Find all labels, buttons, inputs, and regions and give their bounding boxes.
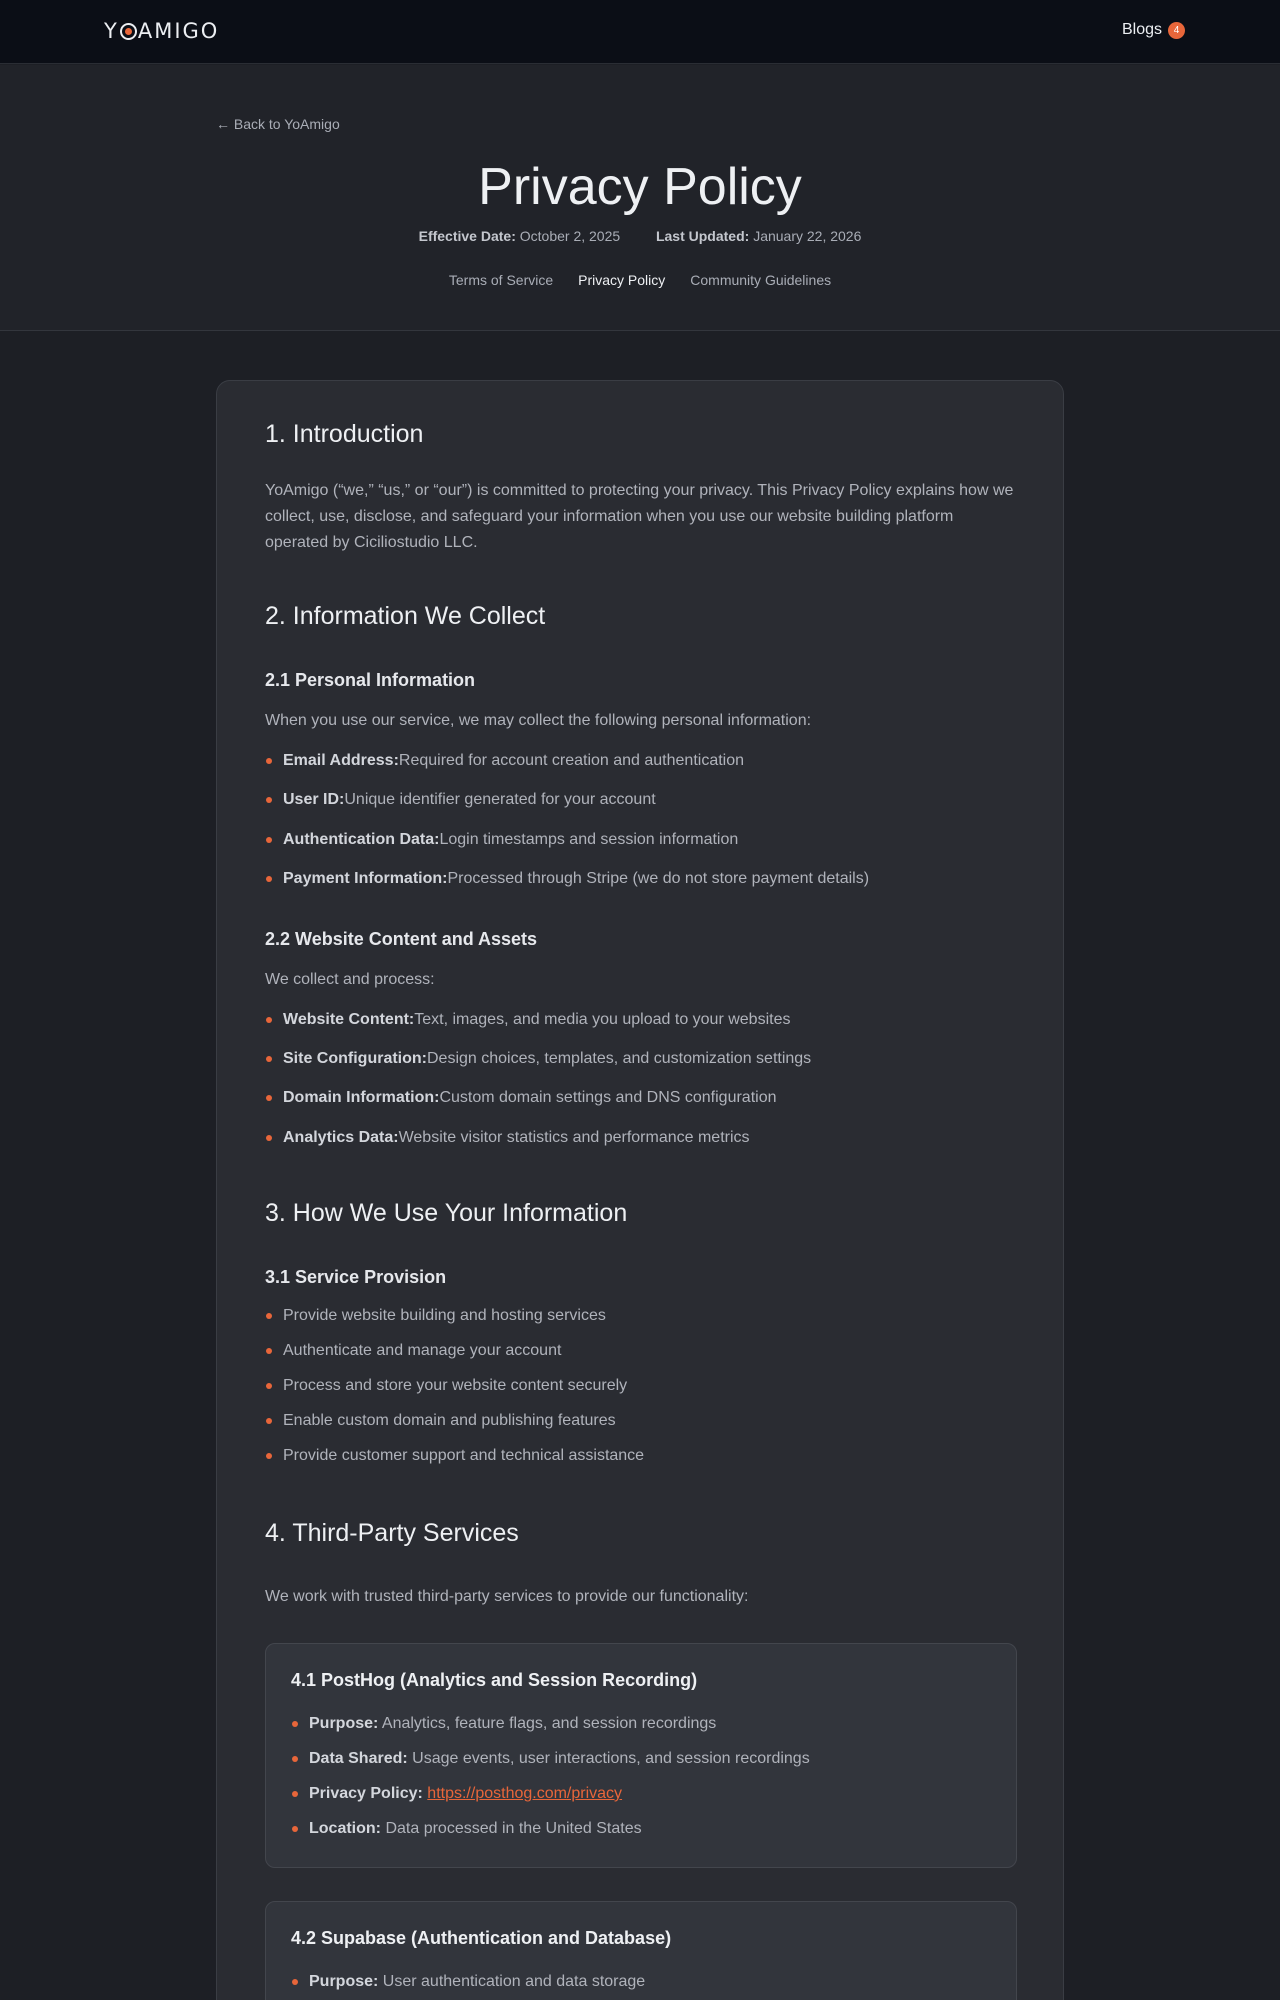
subsection-heading: 2.1 Personal Information xyxy=(265,670,476,690)
logo-text-right: AMIGO xyxy=(137,19,220,43)
list-item: Email Address:Required for account creation and authentication xyxy=(265,752,744,770)
list-item: Location: Data processed in the United States xyxy=(291,1820,642,1838)
section-heading: 4. Third-Party Services xyxy=(265,1519,519,1547)
list-item: Provide website building and hosting services xyxy=(265,1307,606,1325)
list-item: Data Shared: Usage events, user interactions, and session recordings xyxy=(291,1750,810,1768)
nav-privacy-policy[interactable]: Privacy Policy xyxy=(578,272,666,288)
list-item: User ID:Unique identifier generated for your account xyxy=(265,791,656,809)
top-navbar xyxy=(0,0,1280,64)
blogs-count-badge: 4 xyxy=(1168,22,1185,39)
posthog-privacy-link[interactable]: https://posthog.com/privacy xyxy=(427,1785,623,1802)
list-item: Authentication Data:Login timestamps and session information xyxy=(265,831,738,849)
list-item: Privacy Policy: https://posthog.com/privacy xyxy=(291,1785,622,1803)
effective-date-value: October 2, 2025 xyxy=(519,228,621,244)
section-heading: 1. Introduction xyxy=(265,420,424,448)
list-item: Payment Information:Processed through Stripe (we do not store payment details) xyxy=(265,870,869,888)
section-heading: 3. How We Use Your Information xyxy=(265,1199,628,1227)
effective-date-label: Effective Date: xyxy=(418,228,516,244)
logo-o-icon xyxy=(120,23,137,40)
supabase-service-box xyxy=(265,1901,1017,2000)
service-title: 4.1 PostHog (Analytics and Session Recording) xyxy=(291,1670,698,1690)
yoamigo-logo[interactable] xyxy=(104,19,219,43)
policy-dates xyxy=(0,228,1280,244)
last-updated-value: January 22, 2026 xyxy=(753,228,862,244)
policy-content-card xyxy=(216,380,1064,2000)
list-item: Authenticate and manage your account xyxy=(265,1342,561,1360)
intro-paragraph: YoAmigo (“we,” “us,” or “our”) is committed to protecting your privacy. This Privacy Policy explains how we collect, use, disclose, and safeguard your information when you use our website building platform operated by Ciciliostudio LLC. xyxy=(265,482,1014,551)
logo-text-left: Y xyxy=(104,19,119,43)
page-title: Privacy Policy xyxy=(478,158,802,216)
blogs-link[interactable] xyxy=(1122,21,1185,39)
paragraph: When you use our service, we may collect the following personal information: xyxy=(265,712,812,729)
section-heading: 2. Information We Collect xyxy=(265,602,546,630)
list-item: Process and store your website content securely xyxy=(265,1377,627,1395)
list-item: Provide customer support and technical assistance xyxy=(265,1447,644,1465)
blogs-label: Blogs xyxy=(1121,21,1162,38)
back-link[interactable]: ← Back to YoAmigo xyxy=(216,116,340,132)
nav-community-guidelines[interactable]: Community Guidelines xyxy=(690,272,832,288)
list-item: Analytics Data:Website visitor statistics and performance metrics xyxy=(265,1129,750,1147)
nav-terms-of-service[interactable]: Terms of Service xyxy=(448,272,554,288)
paragraph: We collect and process: xyxy=(265,971,435,988)
subsection-heading: 3.1 Service Provision xyxy=(265,1267,447,1287)
list-item: Purpose: User authentication and data storage xyxy=(291,1973,645,1991)
subsection-heading: 2.2 Website Content and Assets xyxy=(265,929,538,949)
legal-nav xyxy=(0,272,1280,288)
posthog-service-box xyxy=(265,1643,1017,1868)
service-title: 4.2 Supabase (Authentication and Database) xyxy=(291,1928,672,1948)
list-item: Domain Information:Custom domain settings and DNS configuration xyxy=(265,1089,777,1107)
list-item: Purpose: Analytics, feature flags, and session recordings xyxy=(291,1715,716,1733)
list-item: Website Content:Text, images, and media you upload to your websites xyxy=(265,1011,790,1029)
list-item: Site Configuration:Design choices, templates, and customization settings xyxy=(265,1050,811,1068)
last-updated-label: Last Updated: xyxy=(655,228,750,244)
paragraph: We work with trusted third-party services to provide our functionality: xyxy=(265,1588,749,1605)
page-hero xyxy=(0,65,1280,331)
list-item: Enable custom domain and publishing features xyxy=(265,1412,616,1430)
